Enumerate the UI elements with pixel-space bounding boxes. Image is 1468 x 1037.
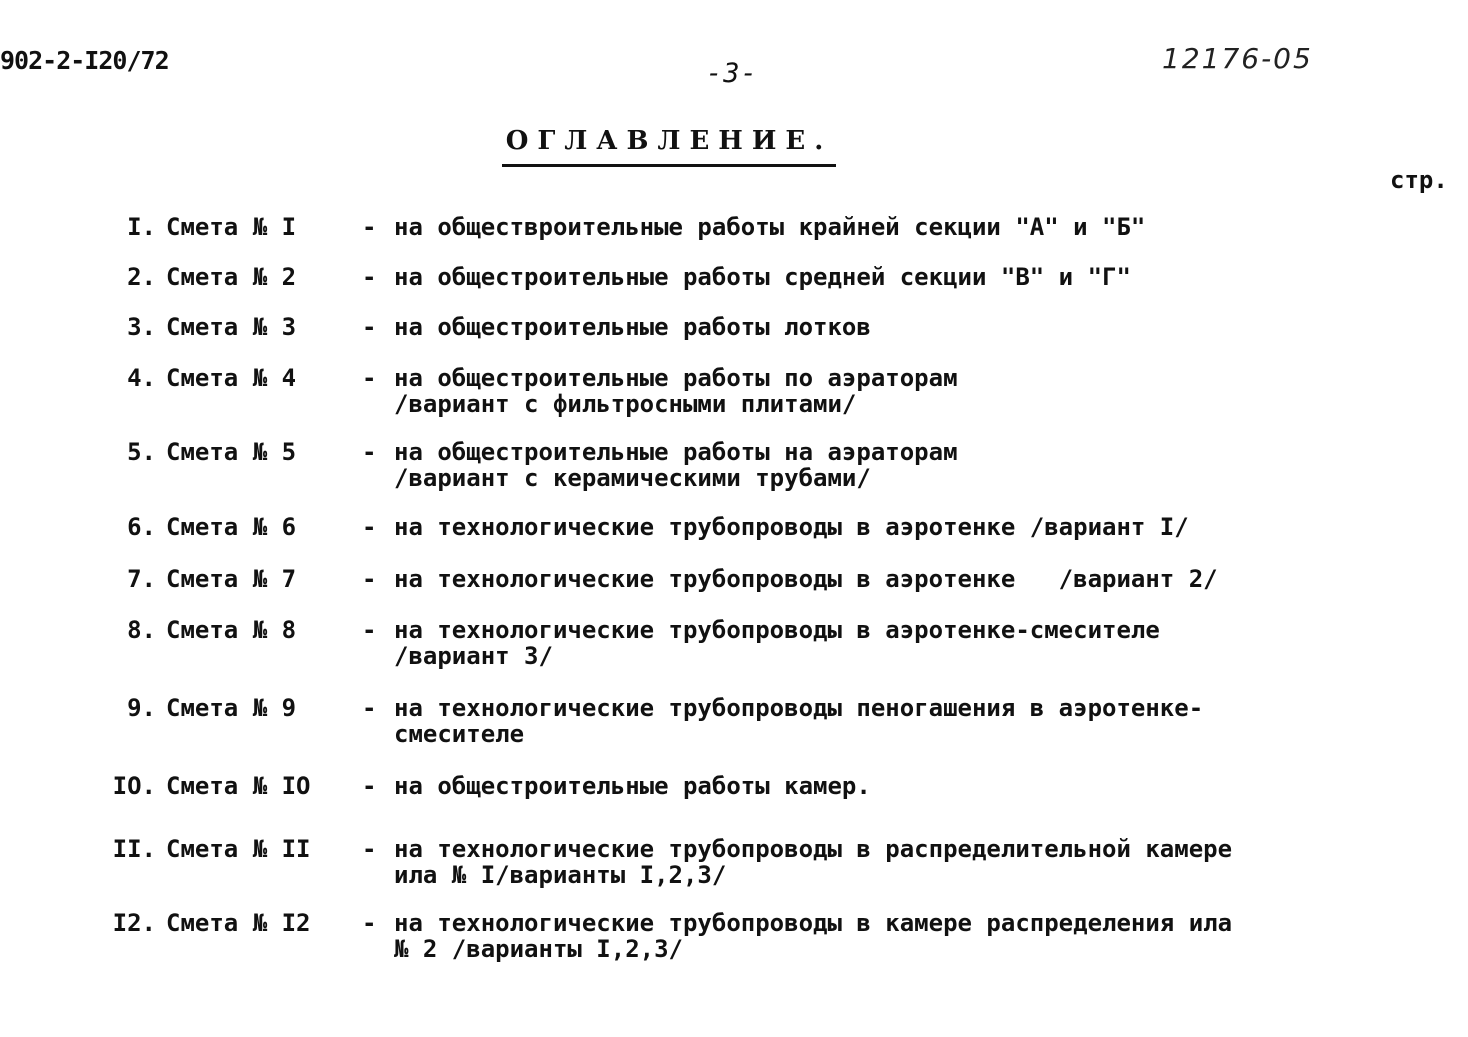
- toc-item-line: № 2 /варианты I,2,3/: [394, 935, 683, 963]
- archive-number: 12176-05: [1162, 42, 1313, 75]
- toc-item-number: 8.: [127, 616, 156, 644]
- toc-item-dash: -: [362, 438, 377, 466]
- toc-item-label: Смета № 4: [166, 364, 297, 392]
- toc-item-description: [394, 365, 1354, 417]
- toc-item-dash: -: [362, 694, 377, 722]
- toc-item-label: Смета № 8: [166, 616, 297, 644]
- toc-item-number: 3.: [127, 313, 156, 341]
- toc-item-label: Смета № 6: [166, 513, 297, 541]
- toc-item-dash: -: [362, 364, 377, 392]
- toc-item-label: Смета № II: [166, 835, 311, 863]
- toc-item-line: на общестроительные работы лотков: [394, 313, 871, 341]
- toc-item-line: на технологические трубопроводы в аэротенке /вариант I/: [394, 513, 1189, 541]
- toc-item-label: Смета № 5: [166, 438, 297, 466]
- toc-item-description: [394, 695, 1354, 747]
- toc-item-description: [394, 617, 1354, 669]
- doc-code: 902-2-I20/72: [0, 46, 169, 75]
- toc-item-label: Смета № 2: [166, 263, 297, 291]
- toc-item-description: [394, 566, 1354, 592]
- toc-item-number: 2.: [127, 263, 156, 291]
- toc-item-description: [394, 439, 1354, 491]
- toc-item-description: [394, 314, 1354, 340]
- toc-item-line: на технологические трубопроводы в распределительной камере: [394, 835, 1233, 863]
- page-number: -3-: [706, 58, 758, 89]
- toc-item-dash: -: [362, 835, 377, 863]
- toc-item-dash: -: [362, 213, 377, 241]
- toc-item-line: /вариант с керамическими трубами/: [394, 464, 871, 492]
- toc-item-line: на технологические трубопроводы в аэротенке-смесителе: [394, 616, 1160, 644]
- toc-item-number: IO.: [112, 772, 156, 800]
- toc-item-dash: -: [362, 263, 377, 291]
- toc-item-line: на обществроительные работы крайней секции "А" и "Б": [394, 213, 1146, 241]
- toc-item-line: на технологические трубопроводы в камере распределения ила: [394, 909, 1233, 937]
- toc-item-line: на технологические трубопроводы в аэротенке /вариант 2/: [394, 565, 1218, 593]
- toc-item-label: Смета № IO: [166, 772, 311, 800]
- toc-item-number: I2.: [112, 909, 156, 937]
- toc-item-line: на общестроительные работы камер.: [394, 772, 871, 800]
- toc-item-line: на общестроительные работы на аэраторам: [394, 438, 958, 466]
- toc-item-description: [394, 836, 1354, 888]
- toc-item-description: [394, 264, 1354, 290]
- toc-item-line: на общестроительные работы по аэраторам: [394, 364, 958, 392]
- toc-item-dash: -: [362, 565, 377, 593]
- toc-item-line: смесителе: [394, 720, 525, 748]
- toc-item-number: 7.: [127, 565, 156, 593]
- toc-item-label: Смета № 9: [166, 694, 297, 722]
- toc-item-number: 5.: [127, 438, 156, 466]
- toc-item-dash: -: [362, 313, 377, 341]
- toc-item-description: [394, 514, 1354, 540]
- toc-item-description: [394, 910, 1354, 962]
- toc-item-label: Смета № I: [166, 213, 297, 241]
- toc-item-dash: -: [362, 772, 377, 800]
- toc-item-number: I.: [127, 213, 156, 241]
- toc-item-line: на технологические трубопроводы пеногашения в аэротенке-: [394, 694, 1204, 722]
- toc-item-description: [394, 214, 1354, 240]
- toc-item-description: [394, 773, 1354, 799]
- toc-item-dash: -: [362, 909, 377, 937]
- toc-item-label: Смета № I2: [166, 909, 311, 937]
- toc-item-line: /вариант 3/: [394, 642, 553, 670]
- page-title: ОГЛАВЛЕНИЕ.: [502, 126, 836, 167]
- toc-item-number: II.: [112, 835, 156, 863]
- toc-item-label: Смета № 7: [166, 565, 297, 593]
- toc-item-number: 4.: [127, 364, 156, 392]
- toc-item-line: на общестроительные работы средней секции "В" и "Г": [394, 263, 1131, 291]
- toc-item-dash: -: [362, 513, 377, 541]
- toc-item-number: 6.: [127, 513, 156, 541]
- page-column-label: стр.: [1390, 166, 1448, 194]
- toc-item-line: ила № I/варианты I,2,3/: [394, 861, 727, 889]
- toc-item-line: /вариант с фильтросными плитами/: [394, 390, 857, 418]
- toc-item-dash: -: [362, 616, 377, 644]
- toc-item-number: 9.: [127, 694, 156, 722]
- toc-item-label: Смета № 3: [166, 313, 297, 341]
